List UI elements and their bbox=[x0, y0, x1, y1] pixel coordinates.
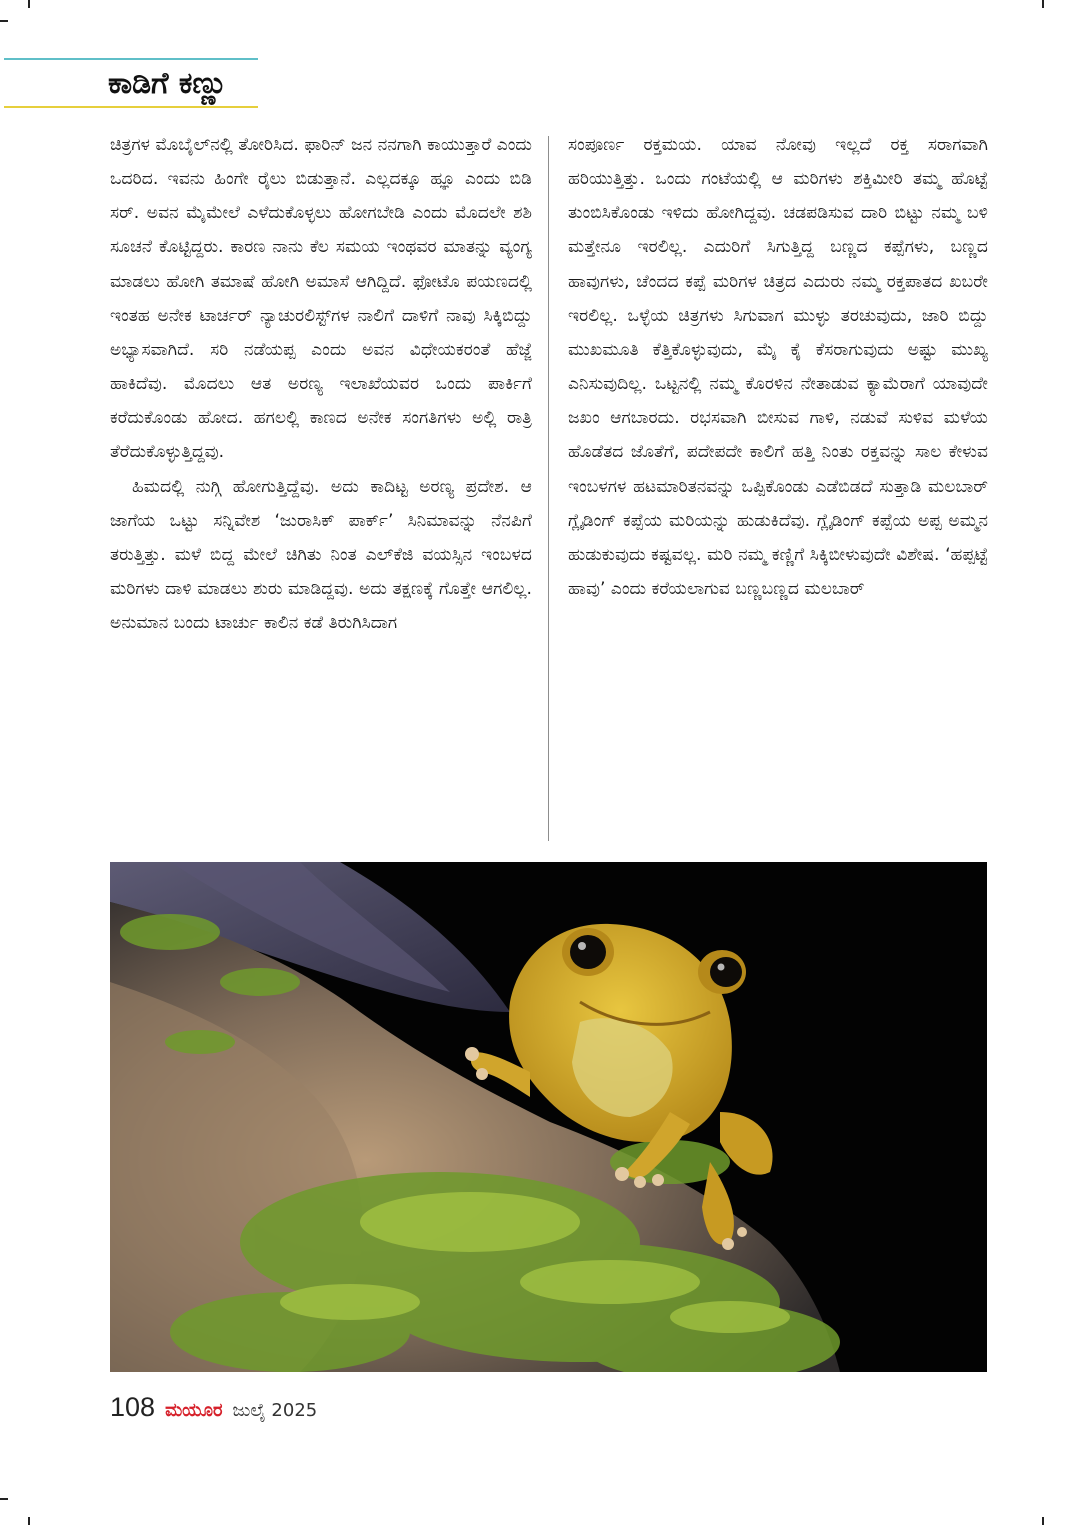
crop-mark-left-lower bbox=[0, 1498, 8, 1500]
magazine-logo: ಮಯೂರ bbox=[165, 1400, 223, 1421]
right-paragraph-1: ಸಂಪೂರ್ಣ ರಕ್ತಮಯ. ಯಾವ ನೋವು ಇಲ್ಲದೆ ರಕ್ತ ಸರಾಗವಾಗಿ ಹರಿಯುತ್ತಿತ್ತು. ಒಂದು ಗಂಟೆಯಲ್ಲಿ ಆ ಮರಿಗಳು ಶಕ್ತಿಮೀರಿ ತಮ್ಮ ಹೊಟ್ಟೆ ತುಂಬಿಸಿಕೊಂಡು ಇಳಿದು ಹೋಗಿದ್ದವು. ಚಡಪಡಿಸುವ ದಾರಿ ಬಿಟ್ಟು ನಮ್ಮ ಬಳಿ ಮತ್ತೇನೂ ಇರಲಿಲ್ಲ. ಎದುರಿಗೆ ಸಿಗುತ್ತಿದ್ದ ಬಣ್ಣದ ಕಪ್ಪೆಗಳು, ಬಣ್ಣದ ಹಾವುಗಳು, ಚೆಂದದ ಕಪ್ಪೆ ಮರಿಗಳ ಚಿತ್ರದ ಎದುರು ನಮ್ಮ ರಕ್ತಪಾತದ ಖಬರೇ ಇರಲಿಲ್ಲ. ಒಳ್ಳೆಯ ಚಿತ್ರಗಳು ಸಿಗುವಾಗ ಮುಳ್ಳು ತರಚುವುದು, ಜಾರಿ ಬಿದ್ದು ಮುಖಮೂತಿ ಕೆತ್ತಿಕೊಳ್ಳುವುದು, ಮೈ ಕೈ ಕೆಸರಾಗುವುದು ಅಷ್ಟು ಮುಖ್ಯ ಎನಿಸುವುದಿಲ್ಲ. ಒಟ್ಟನಲ್ಲಿ ನಮ್ಮ ಕೊರಳಿನ ನೇತಾಡುವ ಕ್ಯಾಮೆರಾಗೆ ಯಾವುದೇ ಜಖಂ ಆಗಬಾರದು. ರಭಸವಾಗಿ ಬೀಸುವ ಗಾಳಿ, ನಡುವೆ ಸುಳಿವ ಮಳೆಯ ಹೊಡೆತದ ಜೊತೆಗೆ, ಪದೇಪದೇ ಕಾಲಿಗೆ ಹತ್ತಿ ನಿಂತು ರಕ್ತವನ್ನು ಸಾಲ ಕೇಳುವ ಇಂಬಳಗಳ ಹಟಮಾರಿತನವನ್ನು ಒಪ್ಪಿಕೊಂಡು ಎಡೆಬಿಡದೆ ಸುತ್ತಾಡಿ ಮಲಬಾರ್ ಗ್ಲೈಡಿಂಗ್ ಕಪ್ಪೆಯ ಮರಿಯನ್ನು ಹುಡುಕಿದೆವು. ಗ್ಲೈಡಿಂಗ್ ಕಪ್ಪೆಯ ಅಪ್ಪ ಅಮ್ಮನ ಹುಡುಕುವುದು ಕಷ್ಟವಲ್ಲ. ಮರಿ ನಮ್ಮ ಕಣ್ಣಿಗೆ ಸಿಕ್ಕಿಬೀಳುವುದೇ ವಿಶೇಷ. ‘ಹಪ್ಪಟ್ಟೆ ಹಾವು’ ಎಂದು ಕರೆಯಲಾಗುವ ಬಣ್ಣಬಣ್ಣದ ಮಲಬಾರ್ bbox=[568, 135, 988, 600]
section-title: ಕಾಡಿಗೆ ಕಣ್ಣು bbox=[108, 66, 228, 101]
crop-mark-left-upper bbox=[0, 20, 8, 22]
crop-mark-bottom-right bbox=[1042, 1517, 1044, 1525]
article-column-right bbox=[568, 128, 988, 840]
column-divider bbox=[548, 136, 549, 841]
crop-mark-top-left bbox=[28, 0, 30, 8]
header-rule-bottom bbox=[4, 106, 258, 108]
article-column-left bbox=[110, 128, 532, 840]
left-paragraph-2: ಹಿಮದಲ್ಲಿ ನುಗ್ಗಿ ಹೋಗುತ್ತಿದ್ದೆವು. ಅದು ಕಾದಿಟ್ಟ ಅರಣ್ಯ ಪ್ರದೇಶ. ಆ ಜಾಗೆಯ ಒಟ್ಟು ಸನ್ನಿವೇಶ ‘ಜುರಾಸಿಕ್ ಪಾರ್ಕ್’ ಸಿನಿಮಾವನ್ನು ನೆನಪಿಗೆ ತರುತ್ತಿತ್ತು. ಮಳೆ ಬಿದ್ದ ಮೇಲೆ ಚಿಗಿತು ನಿಂತ ಎಲ್‌ಕೆಜಿ ವಯಸ್ಸಿನ ಇಂಬಳದ ಮರಿಗಳು ದಾಳಿ ಮಾಡಲು ಶುರು ಮಾಡಿದ್ದವು. ಅದು ತಕ್ಷಣಕ್ಕೆ ಗೊತ್ತೇ ಆಗಲಿಲ್ಲ. ಅನುಮಾನ ಬಂದು ಟಾರ್ಚು ಕಾಲಿನ ಕಡೆ ತಿರುಗಿಸಿದಾಗ bbox=[110, 476, 532, 634]
page-number: 108 bbox=[110, 1392, 156, 1422]
section-header bbox=[0, 58, 262, 110]
header-rule-top bbox=[4, 58, 258, 60]
frog-photo bbox=[110, 862, 987, 1372]
issue-date: ಜುಲೈ 2025 bbox=[232, 1400, 318, 1421]
frog-photo-illustration bbox=[110, 862, 987, 1372]
page-footer bbox=[110, 1392, 317, 1432]
left-paragraph-1: ಚಿತ್ರಗಳ ಮೊಬೈಲ್‌ನಲ್ಲಿ ತೋರಿಸಿದ. ಫಾರಿನ್ ಜನ ನನಗಾಗಿ ಕಾಯುತ್ತಾರೆ ಎಂದು ಒದರಿದ. ಇವನು ಹಿಂಗೇ ರೈಲು ಬಿಡುತ್ತಾನೆ. ಎಲ್ಲದಕ್ಕೂ ಹ್ಞೂ ಎಂದು ಬಿಡಿ ಸರ್. ಅವನ ಮೈಮೇಲೆ ಎಳೆದುಕೊಳ್ಳಲು ಹೋಗಬೇಡಿ ಎಂದು ಮೊದಲೇ ಶಶಿ ಸೂಚನೆ ಕೊಟ್ಟಿದ್ದರು. ಕಾರಣ ನಾನು ಕೆಲ ಸಮಯ ಇಂಥವರ ಮಾತನ್ನು ವ್ಯಂಗ್ಯ ಮಾಡಲು ಹೋಗಿ ತಮಾಷೆ ಹೋಗಿ ಅಮಾಸೆ ಆಗಿದ್ದಿದೆ. ಫೋಟೊ ಪಯಣದಲ್ಲಿ ಇಂತಹ ಅನೇಕ ಟಾರ್ಚರ್ ನ್ಯಾಚುರಲಿಸ್ಟ್‌ಗಳ ನಾಲಿಗೆ ದಾಳಿಗೆ ನಾವು ಸಿಕ್ಕಿಬಿದ್ದು ಅಭ್ಯಾಸವಾಗಿದೆ. ಸರಿ ನಡೆಯಪ್ಪ ಎಂದು ಅವನ ವಿಧೇಯಕರಂತೆ ಹೆಜ್ಜೆ ಹಾಕಿದೆವು. ಮೊದಲು ಆತ ಅರಣ್ಯ ಇಲಾಖೆಯವರ ಒಂದು ಪಾರ್ಕಿಗೆ ಕರೆದುಕೊಂಡು ಹೋದ. ಹಗಲಲ್ಲಿ ಕಾಣದ ಅನೇಕ ಸಂಗತಿಗಳು ಅಲ್ಲಿ ರಾತ್ರಿ ತೆರೆದುಕೊಳ್ಳುತ್ತಿದ್ದವು. bbox=[110, 135, 532, 463]
crop-mark-bottom-left bbox=[28, 1517, 30, 1525]
crop-mark-top-right bbox=[1042, 0, 1044, 8]
